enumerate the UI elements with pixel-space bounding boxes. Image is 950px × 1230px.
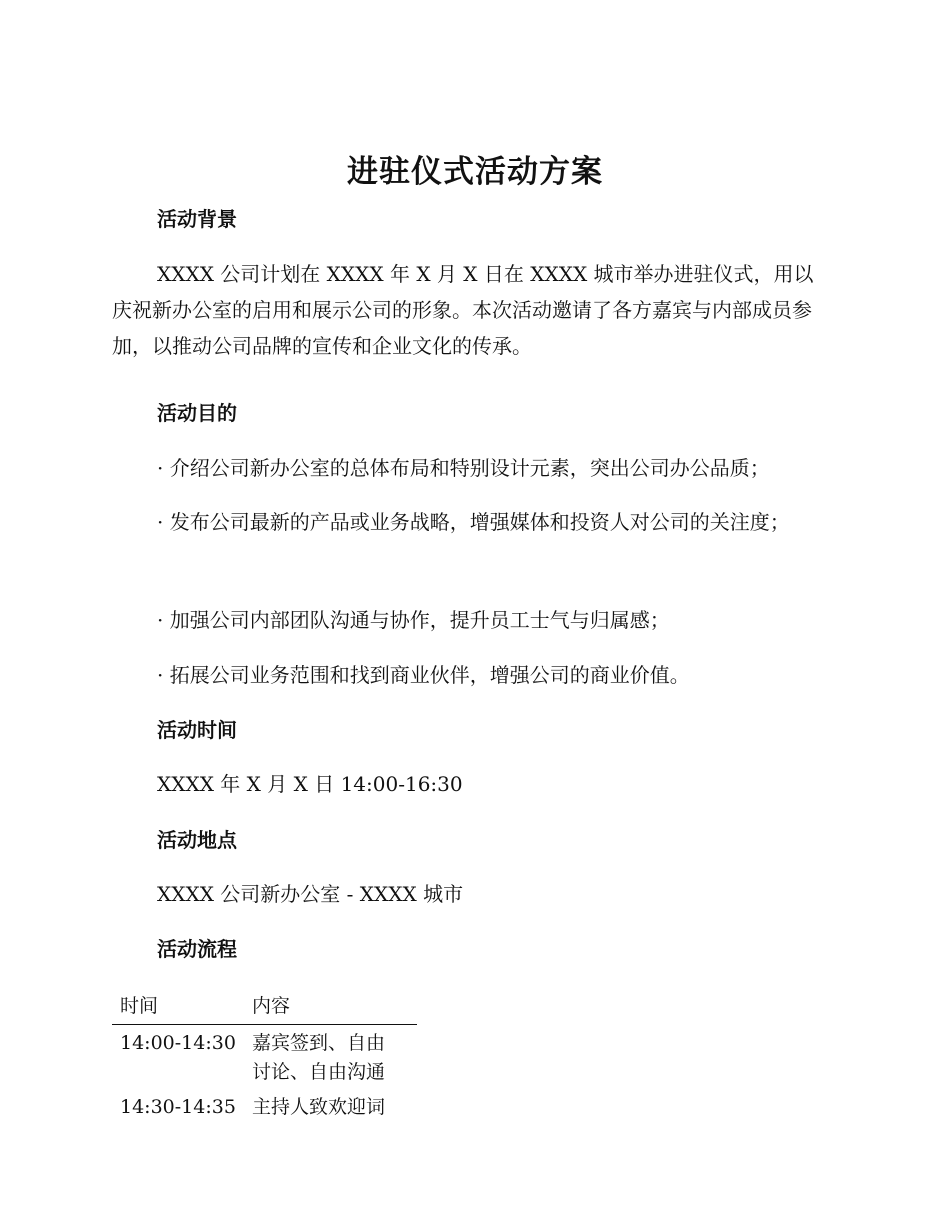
row-content-line: 讨论、自由沟通	[251, 1061, 385, 1083]
flow-table	[112, 990, 417, 1124]
event-time-value: XXXX 年 X 月 X 日 14:00-16:30	[157, 772, 463, 796]
event-location-value: XXXX 公司新办公室 - XXXX 城市	[157, 882, 464, 906]
row-content	[244, 1025, 417, 1090]
document-title: 进驻仪式活动方案	[347, 154, 603, 190]
section-heading-time: 活动时间	[157, 718, 237, 742]
column-header-time: 时间	[112, 990, 244, 1025]
purpose-item: · 介绍公司新办公室的总体布局和特别设计元素，突出公司办公品质；	[157, 456, 770, 480]
purpose-item: · 加强公司内部团队沟通与协作，提升员工士气与归属感；	[157, 608, 670, 632]
purpose-item: · 发布公司最新的产品或业务战略，增强媒体和投资人对公司的关注度；	[157, 510, 790, 534]
row-content-line: 主持人致欢迎词	[251, 1096, 385, 1118]
table-row	[112, 1089, 417, 1124]
row-content	[244, 1089, 417, 1124]
section-heading-flow: 活动流程	[157, 937, 237, 961]
row-time: 14:30-14:35	[120, 1096, 236, 1118]
row-content-line: 嘉宾签到、自由	[251, 1032, 385, 1054]
background-paragraph: XXXX 公司计划在 XXXX 年 X 月 X 日在 XXXX 城市举办进驻仪式，用以庆祝新办公室的启用和展示公司的形象。本次活动邀请了各方嘉宾与内部成员参加，以推动公司品牌的宣传和企业文化的传承。	[112, 262, 814, 358]
section-heading-background: 活动背景	[157, 207, 237, 231]
section-heading-location: 活动地点	[157, 828, 237, 852]
column-header-content: 内容	[244, 990, 417, 1025]
purpose-item: · 拓展公司业务范围和找到商业伙伴，增强公司的商业价值。	[157, 663, 690, 687]
table-row	[112, 1025, 417, 1090]
section-heading-purpose: 活动目的	[157, 401, 237, 425]
flow-table-header	[112, 990, 417, 1025]
row-time: 14:00-14:30	[120, 1032, 236, 1054]
